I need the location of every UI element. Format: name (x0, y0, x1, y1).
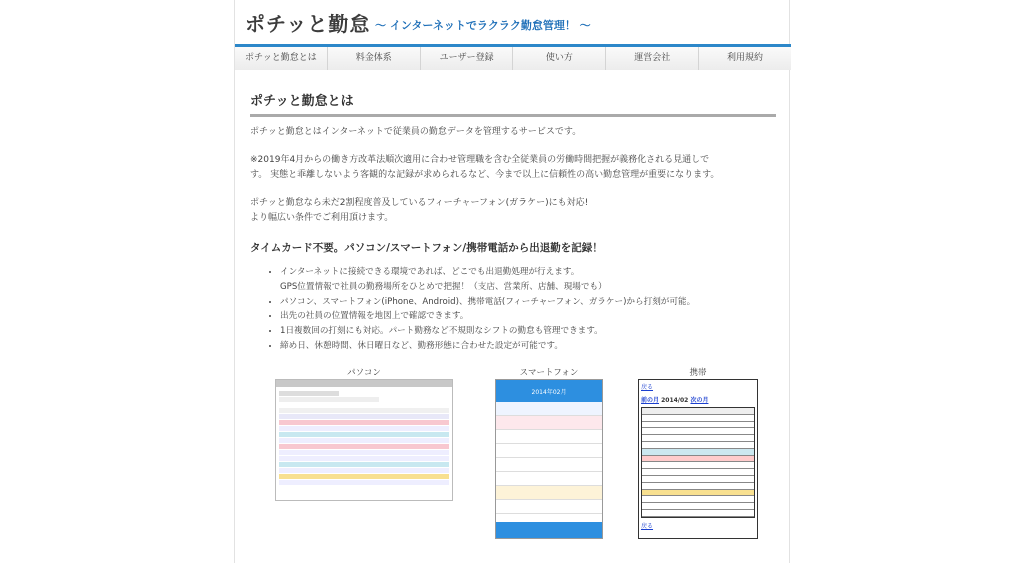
smartphone-screenshot (495, 379, 603, 539)
smartphone-caption: スマートフォン (519, 368, 579, 378)
page-title: ポチッと勤怠とは (250, 90, 776, 117)
main-nav (235, 44, 791, 70)
feature-list (250, 265, 776, 354)
list-item: • 1日複数回の打刻にも対応。パート勤務など不規則なシフトの勤怠も管理できます。 (280, 324, 776, 339)
nav-item-howto[interactable]: 使い方 (513, 47, 606, 70)
nav-item-terms[interactable]: 利用規約 (699, 47, 791, 70)
feature-subtext: GPS位置情報で社員の勤務場所をひとめで把握！（支店、営業所、店舗、現場でも） (280, 281, 607, 292)
mobile-back-link-bottom[interactable]: 戻る (641, 522, 654, 530)
mobile-prev-link[interactable]: 前の月 (641, 397, 660, 404)
pc-toolbar (276, 380, 452, 387)
section-subtitle: タイムカード不要。パソコン/スマートフォン/携帯電話から出退勤を記録！ (250, 242, 603, 254)
nav-item-about[interactable]: ポチッと勤怠とは (235, 47, 328, 70)
support-line-2: より幅広い条件でご利用頂けます。 (250, 213, 394, 223)
pc-caption: パソコン (347, 368, 381, 378)
screenshots-section (250, 366, 776, 546)
mobile-table (641, 407, 755, 518)
smartphone-month: 2014年02月 (531, 389, 567, 396)
pc-screenshot (275, 379, 453, 501)
list-item: • 締め日、休憩時間、休日曜日など、勤務形態に合わせた設定が可能です。 (280, 339, 776, 354)
list-item: • 出先の社員の位置情報を地図上で確認できます。 (280, 309, 776, 324)
nav-item-register[interactable]: ユーザー登録 (421, 47, 514, 70)
support-text (250, 196, 776, 226)
note-text (250, 153, 776, 183)
mobile-month-nav (641, 395, 755, 404)
feature-text: インターネットに接続できる環境であれば、どこでも出退勤処理が行えます。 (280, 267, 580, 277)
note-line-2: す。 実態と乖離しないよう客観的な記録が求められるなど、今まで以上に信頼性の高い勤怠管理が重要になります。 (250, 170, 720, 180)
nav-item-pricing[interactable]: 料金体系 (328, 47, 421, 70)
smartphone-tabbar (496, 522, 602, 538)
mobile-back-link[interactable]: 戻る (641, 384, 654, 391)
mobile-month: 2014/02 (661, 397, 689, 404)
list-item: • パソコン、スマートフォン(iPhone、Android)、携帯電話(フィーチャーフォン、ガラケー)から打刻が可能。 (280, 295, 776, 310)
site-tagline: ～ インターネットでラクラク勤怠管理！ ～ (375, 19, 591, 32)
note-line-1: ※2019年4月からの働き方改革法順次適用に合わせ管理職を含む全従業員の労働時間把握が義務化される見通しで (250, 155, 710, 165)
site-header (235, 0, 791, 44)
smartphone-header (496, 380, 602, 402)
mobile-next-link[interactable]: 次の月 (690, 397, 709, 404)
support-line-1: ポチッと勤怠なら未だ2割程度普及しているフィーチャーフォン(ガラケー)にも対応! (250, 198, 589, 208)
main-content (250, 70, 776, 530)
page-container (234, 0, 790, 563)
site-logo[interactable]: ポチッと勤怠 (245, 12, 371, 36)
nav-item-company[interactable]: 運営会社 (606, 47, 699, 70)
mobile-caption: 携帯 (689, 368, 707, 378)
list-item (280, 265, 776, 295)
intro-text: ポチッと勤怠とはインターネットで従業員の勤怠データを管理するサービスです。 (250, 127, 582, 137)
mobile-screenshot (638, 379, 758, 539)
